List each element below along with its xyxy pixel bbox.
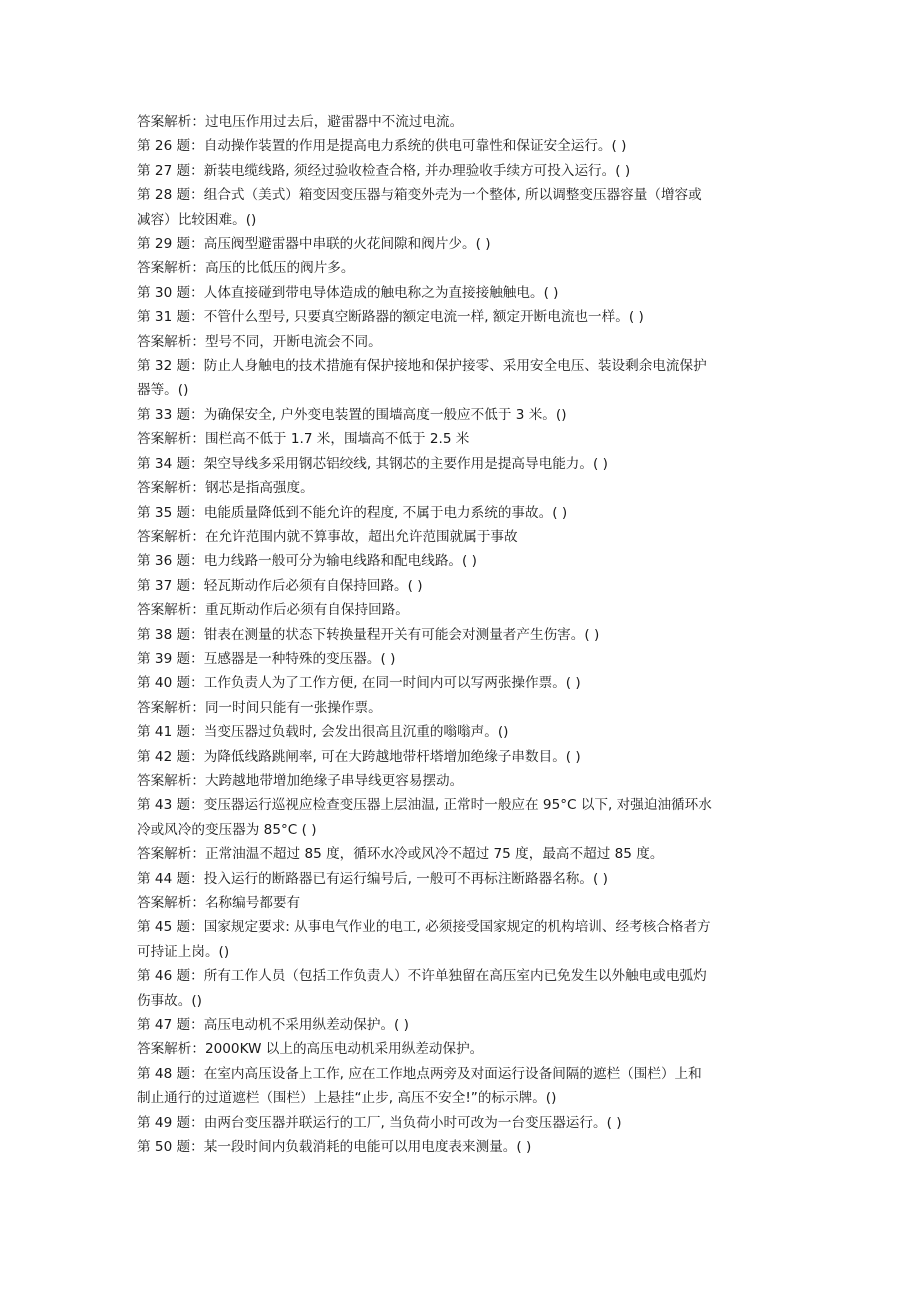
question-line: 第 49 题：由两台变压器并联运行的工厂, 当负荷小时可改为一台变压器运行。( ) <box>137 1114 622 1131</box>
question-line: 第 27 题：新装电缆线路, 须经过验收检查合格, 并办理验收手续方可投入运行。( ) <box>137 162 631 179</box>
question-line-continued: 可持证上岗。() <box>137 943 230 960</box>
answer-explanation: 答案解析：高压的比低压的阀片多。 <box>137 260 355 277</box>
answer-explanation: 答案解析：围栏高不低于 1.7 米，围墙高不低于 2.5 米 <box>137 431 470 448</box>
question-line: 第 37 题：轻瓦斯动作后必须有自保持回路。( ) <box>137 577 423 594</box>
answer-explanation: 答案解析：型号不同，开断电流会不同。 <box>137 333 382 350</box>
question-line: 第 38 题：钳表在测量的状态下转换量程开关有可能会对测量者产生伤害。( ) <box>137 626 600 643</box>
document-body <box>137 110 787 1159</box>
question-line: 第 32 题：防止人身触电的技术措施有保护接地和保护接零、采用安全电压、装设剩余电流保护 <box>137 358 707 375</box>
answer-explanation: 答案解析：钢芯是指高强度。 <box>137 480 314 497</box>
question-line-continued: 减容）比较困难。() <box>137 211 257 228</box>
answer-explanation: 答案解析：2000KW 以上的高压电动机采用纵差动保护。 <box>137 1041 484 1058</box>
question-line: 第 42 题：为降低线路跳闸率, 可在大跨越地带杆塔增加绝缘子串数目。( ) <box>137 748 581 765</box>
question-line: 第 50 题：某一段时间内负载消耗的电能可以用电度表来测量。( ) <box>137 1139 532 1156</box>
question-line: 第 41 题：当变压器过负载时, 会发出很高且沉重的嗡嗡声。() <box>137 724 509 741</box>
answer-explanation: 答案解析：在允许范围内就不算事故，超出允许范围就属于事故 <box>137 528 518 545</box>
question-line: 第 44 题：投入运行的断路器已有运行编号后, 一般可不再标注断路器名称。( ) <box>137 870 608 887</box>
question-line: 第 47 题：高压电动机不采用纵差动保护。( ) <box>137 1017 409 1034</box>
question-line: 第 30 题：人体直接碰到带电导体造成的触电称之为直接接触触电。( ) <box>137 284 559 301</box>
question-line-continued: 冷或风冷的变压器为 85°C ( ) <box>137 821 317 838</box>
question-line: 第 46 题：所有工作人员（包括工作负责人）不许单独留在高压室内已免发生以外触电或电弧灼 <box>137 968 707 985</box>
question-line: 第 28 题：组合式（美式）箱变因变压器与箱变外壳为一个整体, 所以调整变压器容量（增容或 <box>137 187 702 204</box>
answer-explanation: 答案解析：同一时间只能有一张操作票。 <box>137 699 382 716</box>
question-line: 第 43 题：变压器运行巡视应检查变压器上层油温, 正常时一般应在 95°C 以下, 对强迫油循环水 <box>137 797 712 814</box>
answer-explanation: 答案解析：大跨越地带增加绝缘子串导线更容易摆动。 <box>137 772 464 789</box>
question-line: 第 45 题：国家规定要求: 从事电气作业的电工, 必须接受国家规定的机构培训、经考核合格者方 <box>137 919 711 936</box>
answer-explanation: 答案解析：正常油温不超过 85 度，循环水冷或风冷不超过 75 度，最高不超过 85 度。 <box>137 846 664 863</box>
question-line-continued: 器等。() <box>137 382 189 399</box>
answer-explanation: 答案解析：名称编号都要有 <box>137 895 301 911</box>
question-line: 第 31 题：不管什么型号, 只要真空断路器的额定电流一样, 额定开断电流也一样。( ) <box>137 309 644 326</box>
question-line: 第 34 题：架空导线多采用钢芯铝绞线, 其钢芯的主要作用是提高导电能力。( ) <box>137 455 608 472</box>
question-line: 第 36 题：电力线路一般可分为输电线路和配电线路。( ) <box>137 553 477 570</box>
question-line: 第 33 题：为确保安全, 户外变电装置的围墙高度一般应不低于 3 米。() <box>137 406 567 423</box>
question-line: 第 39 题：互感器是一种特殊的变压器。( ) <box>137 650 396 667</box>
question-line: 第 26 题：自动操作装置的作用是提高电力系统的供电可靠性和保证安全运行。( ) <box>137 138 627 155</box>
text-line: 答案解析：过电压作用过去后，避雷器中不流过电流。 <box>137 114 464 130</box>
question-line-continued: 伤事故。() <box>137 992 202 1009</box>
question-line-continued: 制止通行的过道遮栏（围栏）上悬挂“止步, 高压不安全!”的标示牌。() <box>137 1090 557 1107</box>
question-line: 第 35 题：电能质量降低到不能允许的程度, 不属于电力系统的事故。( ) <box>137 504 568 521</box>
question-line: 第 48 题：在室内高压设备上工作, 应在工作地点两旁及对面运行设备间隔的遮栏（围栏）上和 <box>137 1065 702 1082</box>
question-line: 第 29 题：高压阀型避雷器中串联的火花间隙和阀片少。( ) <box>137 236 491 253</box>
question-line: 第 40 题：工作负责人为了工作方便, 在同一时间内可以写两张操作票。( ) <box>137 675 581 692</box>
answer-explanation: 答案解析：重瓦斯动作后必须有自保持回路。 <box>137 602 409 619</box>
